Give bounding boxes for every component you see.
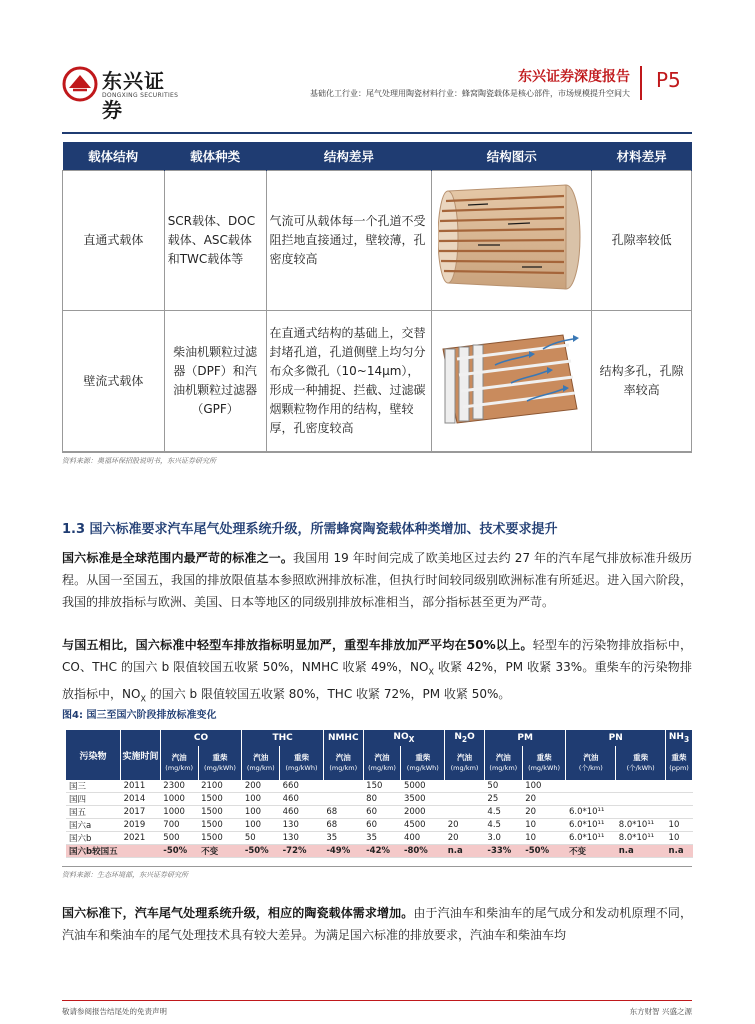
table-cell: 6.0*10¹¹: [566, 806, 616, 819]
cell-material: 结构多孔，孔隙率较高: [592, 310, 692, 452]
sub-header-fuel: 重柴: [293, 753, 309, 762]
table-cell: 80: [363, 793, 401, 806]
report-title: 东兴证券深度报告: [518, 69, 630, 85]
table-cell: 1500: [198, 819, 242, 832]
cell-types: SCR载体、DOC载体、ASC载体和TWC载体等: [164, 170, 266, 310]
table-cell: 8.0*10¹¹: [616, 819, 666, 832]
table-cell: -50%: [242, 845, 280, 858]
paragraph-3-lead: 国六标准下，汽车尾气处理系统升级，相应的陶瓷载体需求增加。: [62, 906, 414, 920]
table-cell: -80%: [401, 845, 445, 858]
sub-header-fuel: 重柴: [536, 753, 552, 762]
table-cell: 6.0*10¹¹: [566, 832, 616, 845]
paragraph-2-body-a: 轻型车的污染物排放指标中，CO、THC 的国六 b 限值较国五收紧 50%，NMHC 收紧 49%，NO: [62, 638, 692, 674]
table-cell: 35: [363, 832, 401, 845]
table-cell: 2019: [121, 819, 161, 832]
sub-header-0: [160, 746, 198, 780]
sub-header-8: [484, 746, 522, 780]
table-cell: 4.5: [484, 806, 522, 819]
table-cell: [616, 793, 666, 806]
table-cell: [445, 806, 485, 819]
table-cell: -50%: [522, 845, 566, 858]
paragraph-1-body: 我国用 19 年时间完成了欧美地区过去约 27 年的汽车尾气排放标准升级历程。从国一至国五，我国的排放限值基本参照欧洲排放标准，但执行时间较同级别欧洲标准有所延迟。进入国六阶段，我国的排放指标与欧洲、美国、日本等地区的同级别排放标准相当，部分指标甚至更为严苛。: [62, 551, 692, 609]
sub-header-11: [616, 746, 666, 780]
sub-header-fuel: 汽油: [253, 753, 269, 762]
table-cell: [121, 845, 161, 858]
table-cell: 2021: [121, 832, 161, 845]
group-header-pn: PN: [566, 730, 666, 746]
table-cell: 国四: [66, 793, 121, 806]
table-cell: 2017: [121, 806, 161, 819]
figure-title: 图4: 国三至国六阶段排放标准变化: [62, 710, 217, 721]
sub-header-unit: (ppm): [669, 764, 689, 772]
table-cell: 1500: [198, 793, 242, 806]
cell-types: 柴油机颗粒过滤器（DPF）和汽油机颗粒过滤器（GPF）: [164, 310, 266, 452]
table-header-row: [63, 142, 692, 170]
table-row: [66, 793, 693, 806]
table-cell: -33%: [484, 845, 522, 858]
table-cell: 150: [363, 780, 401, 793]
group-header-co: CO: [160, 730, 242, 746]
source-rule: [62, 451, 692, 452]
table-cell: 5000: [401, 780, 445, 793]
sub-header-unit: (mg/km): [368, 764, 396, 772]
paragraph-2-body-c: 的国六 b 限值较国五收紧 80%，THC 收紧 72%，PM 收紧 50%。: [145, 687, 511, 702]
table-cell: 2100: [198, 780, 242, 793]
table-cell: 1000: [160, 793, 198, 806]
table-cell: 700: [160, 819, 198, 832]
sub-header-unit: (mg/km): [450, 764, 479, 772]
footer-rule: [62, 1000, 692, 1001]
table-cell: 10: [522, 832, 566, 845]
sub-header-unit: (mg/kWh): [285, 764, 318, 772]
table-cell: 8.0*10¹¹: [616, 832, 666, 845]
emission-table-body: [66, 780, 693, 858]
footer-slogan: 东方财智 兴盛之源: [629, 1007, 692, 1016]
table-cell: 2000: [401, 806, 445, 819]
sub-header-7: [445, 746, 485, 780]
table-cell: 2300: [160, 780, 198, 793]
table-cell: 100: [522, 780, 566, 793]
cell-difference: 在直通式结构的基础上，交替封堵孔道，孔道侧壁上均匀分布众多微孔（10~14μm），形成一种捕捉、拦截、过滤碳烟颗粒物作用的结构，壁较厚，孔密度较高: [266, 310, 432, 452]
sub-header-fuel: 汽油: [171, 753, 187, 762]
sub-header-5: [363, 746, 401, 780]
table-cell: [616, 806, 666, 819]
table-cell: n.a: [616, 845, 666, 858]
table-row: [66, 806, 693, 819]
table-cell: 50: [242, 832, 280, 845]
header-divider: [640, 66, 642, 100]
table-cell: -42%: [363, 845, 401, 858]
wall-flow-diagram-icon: [437, 319, 587, 437]
paragraph-3: [62, 902, 692, 946]
page-number: P5: [656, 68, 681, 92]
table-cell: 国五: [66, 806, 121, 819]
table2-source: 资料来源：生态环境部，东兴证券研究所: [62, 871, 188, 879]
section-title: 1.3 国六标准要求汽车尾气处理系统升级，所需蜂窝陶瓷载体种类增加、技术要求提升: [62, 522, 558, 537]
table-cell: 130: [280, 819, 324, 832]
table-cell: 3500: [401, 793, 445, 806]
sub-header-unit: (个/kWh): [626, 764, 655, 772]
table-cell: [445, 793, 485, 806]
sub-header-2: [242, 746, 280, 780]
table-cell: 460: [280, 793, 324, 806]
sub-header-unit: (mg/kWh): [203, 764, 236, 772]
group-header-thc: THC: [242, 730, 324, 746]
table-cell: 2014: [121, 793, 161, 806]
col-header-type: 载体种类: [164, 142, 266, 170]
table-cell: 35: [323, 832, 363, 845]
sub-header-1: [198, 746, 242, 780]
table-cell: 6.0*10¹¹: [566, 819, 616, 832]
table-cell: 500: [160, 832, 198, 845]
cell-structure: 壁流式载体: [63, 310, 165, 452]
sub-header-fuel: 汽油: [583, 753, 599, 762]
sub-header-4: [323, 746, 363, 780]
sub-header-unit: (mg/km): [329, 764, 358, 772]
table-row: [63, 310, 692, 452]
table-cell: 50: [484, 780, 522, 793]
sub-header-fuel: 重柴: [671, 753, 687, 762]
table-cell: 100: [242, 806, 280, 819]
col-header-diagram: 结构图示: [432, 142, 592, 170]
table-cell: [666, 793, 693, 806]
paragraph-2-lead: 与国五相比，国六标准中轻型车排放指标明显加严，重型车排放加严平均在50%以上。: [62, 638, 533, 652]
table-cell: 国六a: [66, 819, 121, 832]
table-cell: 25: [484, 793, 522, 806]
sub-header-unit: (mg/kWh): [406, 764, 439, 772]
cell-difference: 气流可从载体每一个孔道不受阻拦地直接通过，壁较薄，孔密度较高: [266, 170, 432, 310]
table-row: [66, 780, 693, 793]
table-cell: 20: [445, 832, 485, 845]
group-header-pm: PM: [484, 730, 566, 746]
header-rule: [62, 132, 692, 134]
sub-header-fuel: 汽油: [457, 753, 473, 762]
paragraph-1: [62, 547, 692, 613]
table-cell: 68: [323, 806, 363, 819]
table-row: [66, 845, 693, 858]
group-header-nmhc: NMHC: [323, 730, 363, 746]
table-cell: 10: [522, 819, 566, 832]
table-cell: n.a: [445, 845, 485, 858]
table-cell: 400: [401, 832, 445, 845]
table-cell: 20: [522, 806, 566, 819]
table-cell: 国三: [66, 780, 121, 793]
group-header-n2o: $N_2O$: [445, 730, 485, 746]
table1-source: 资料来源：奥福环保招股说明书，东兴证券研究所: [62, 457, 216, 465]
logo-en-text: DONGXING SECURITIES: [102, 92, 179, 99]
sub-header-unit: (个/km): [578, 764, 603, 772]
cell-structure: 直通式载体: [63, 170, 165, 310]
table-cell: 68: [323, 819, 363, 832]
col-header-pollutant: 污染物: [66, 730, 121, 780]
paragraph-2: [62, 634, 692, 711]
flow-through-diagram-icon: [438, 177, 586, 297]
nox-subscript: X: [428, 667, 434, 677]
sub-header-fuel: 汽油: [374, 753, 390, 762]
table-cell: 3.0: [484, 832, 522, 845]
table-cell: -72%: [280, 845, 324, 858]
group-header-nox: $NO_X$: [363, 730, 445, 746]
cell-diagram: [432, 170, 592, 310]
sub-header-fuel: 重柴: [415, 753, 431, 762]
table-cell: 100: [242, 793, 280, 806]
table-cell: [323, 780, 363, 793]
table-cell: [445, 780, 485, 793]
sub-header-9: [522, 746, 566, 780]
group-header-nh3: $NH_3$: [666, 730, 693, 746]
sub-header-fuel: 重柴: [212, 753, 228, 762]
table-cell: 不变: [566, 845, 616, 858]
table-cell: -50%: [160, 845, 198, 858]
table-cell: [566, 780, 616, 793]
col-header-structure: 载体结构: [63, 142, 165, 170]
carrier-structure-table: [62, 142, 692, 453]
col-header-material: 材料差异: [592, 142, 692, 170]
sub-header-unit: (mg/km): [165, 764, 194, 772]
table-cell: 20: [522, 793, 566, 806]
table-cell: 4500: [401, 819, 445, 832]
company-logo: [62, 64, 182, 122]
table-row: [66, 832, 693, 845]
table-cell: [566, 793, 616, 806]
table-cell: n.a: [666, 845, 693, 858]
table-cell: 60: [363, 819, 401, 832]
table-cell: -49%: [323, 845, 363, 858]
table-cell: 不变: [198, 845, 242, 858]
logo-cn-text: 东兴证券: [102, 69, 165, 122]
paragraph-1-lead: 国六标准是全球范围内最严苛的标准之一。: [62, 551, 294, 565]
sub-header-fuel: 重柴: [633, 753, 649, 762]
col-header-difference: 结构差异: [266, 142, 432, 170]
sub-header-6: [401, 746, 445, 780]
table-cell: 60: [363, 806, 401, 819]
table-row: [63, 170, 692, 310]
table-cell: 100: [242, 819, 280, 832]
table-cell: [616, 780, 666, 793]
report-subtitle: 基础化工行业：尾气处理用陶瓷材料行业：蜂窝陶瓷载体是核心部件，市场规模提升空间大: [310, 89, 630, 98]
table-cell: 660: [280, 780, 324, 793]
paragraph-3-body: 由于汽油车和柴油车的尾气成分和发动机原理不同，汽油车和柴油车的尾气处理技术具有较大差异。为满足国六标准的排放要求，汽油车和柴油车均: [62, 906, 692, 942]
table-cell: 1500: [198, 806, 242, 819]
sub-header-unit: (mg/km): [246, 764, 275, 772]
logo-mark-icon: [62, 66, 98, 102]
table-cell: 国六b: [66, 832, 121, 845]
table-cell: [666, 806, 693, 819]
table-cell: 国六b较国五: [66, 845, 121, 858]
sub-header-row: [66, 746, 693, 780]
sub-header-unit: (mg/km): [489, 764, 518, 772]
table-cell: [323, 793, 363, 806]
table-cell: [666, 780, 693, 793]
table-cell: 4.5: [484, 819, 522, 832]
table-cell: 460: [280, 806, 324, 819]
sub-header-unit: (mg/kWh): [528, 764, 561, 772]
table-cell: 1500: [198, 832, 242, 845]
sub-header-10: [566, 746, 616, 780]
col-header-date: 实施时间: [121, 730, 161, 780]
nox-subscript: X: [140, 694, 146, 704]
table-cell: 10: [666, 832, 693, 845]
group-header-row: [66, 730, 693, 746]
table-cell: 2011: [121, 780, 161, 793]
source-rule: [62, 866, 692, 867]
paragraph-2-body-b: 收紧 42%，PM 收紧 33%。重柴车的污染物排放指标中，NO: [62, 660, 692, 702]
table-cell: 200: [242, 780, 280, 793]
table-cell: 130: [280, 832, 324, 845]
sub-header-fuel: 汽油: [335, 753, 351, 762]
table-cell: 1000: [160, 806, 198, 819]
cell-material: 孔隙率较低: [592, 170, 692, 310]
sub-header-12: [666, 746, 693, 780]
emission-standard-table: [66, 730, 693, 858]
sub-header-3: [280, 746, 324, 780]
sub-header-fuel: 汽油: [495, 753, 511, 762]
table-row: [66, 819, 693, 832]
table-cell: 10: [666, 819, 693, 832]
table-cell: 20: [445, 819, 485, 832]
cell-diagram: [432, 310, 592, 452]
disclaimer-note: 敬请参阅报告结尾处的免责声明: [62, 1007, 167, 1016]
